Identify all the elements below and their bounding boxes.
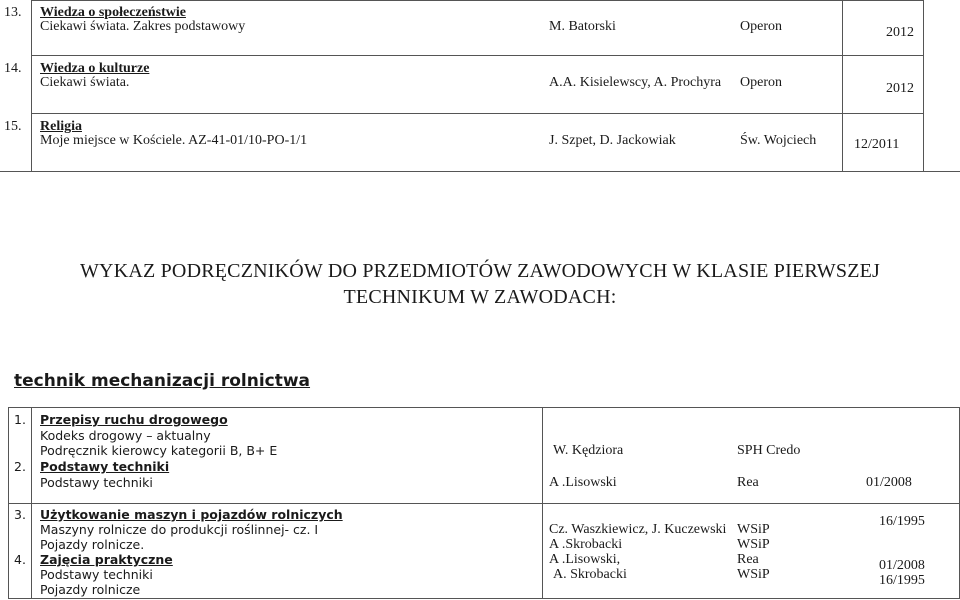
page-heading-line-2: TECHNIKUM W ZAWODACH:: [343, 286, 617, 308]
author: W. Kędziora: [553, 443, 624, 458]
table-border: [923, 0, 924, 171]
row-number: 4.: [14, 552, 26, 567]
book-title: Ciekawi świata.: [40, 75, 130, 90]
year: 2012: [886, 81, 914, 96]
publisher: Operon: [740, 75, 782, 90]
table-border: [842, 0, 843, 171]
table-border: [8, 503, 960, 504]
book-title: Podręcznik kierowcy kategorii B, B+ E: [40, 443, 278, 458]
year: 12/2011: [854, 137, 900, 152]
publisher: SPH Credo: [737, 443, 801, 458]
table-border: [31, 407, 32, 598]
author: A .Skrobacki: [549, 537, 623, 552]
subject-link[interactable]: Wiedza o kulturze: [40, 61, 150, 76]
book-title: Podstawy techniki: [40, 475, 153, 490]
publisher: Św. Wojciech: [740, 133, 817, 148]
book-title: Maszyny rolnicze do produkcji roślinnej- cz. I: [40, 522, 319, 537]
year: 2012: [886, 25, 914, 40]
row-number: 1.: [14, 412, 26, 427]
book-title: Pojazdy rolnicze: [40, 582, 141, 597]
subject-link[interactable]: Użytkowanie maszyn i pojazdów rolniczych: [40, 507, 343, 522]
book-title: Ciekawi świata. Zakres podstawowy: [40, 19, 246, 34]
table-border: [542, 407, 543, 598]
author: M. Batorski: [549, 19, 616, 34]
publisher: WSiP: [737, 522, 770, 537]
publisher: Rea: [737, 552, 759, 567]
subject-link[interactable]: Przepisy ruchu drogowego: [40, 412, 228, 427]
table-border: [8, 407, 960, 408]
book-title: Moje miejsce w Kościele. AZ-41-01/10-PO-1/1: [40, 133, 308, 148]
subject-link[interactable]: Podstawy techniki: [40, 459, 170, 474]
page-heading-line-1: WYKAZ PODRĘCZNIKÓW DO PRZEDMIOTÓW ZAWODOWYCH W KLASIE PIERWSZEJ: [79, 260, 881, 282]
year: 16/1995: [879, 573, 925, 588]
subject-link[interactable]: Zajęcia praktyczne: [40, 552, 173, 567]
book-title: Kodeks drogowy – aktualny: [40, 428, 211, 443]
book-title: Podstawy techniki: [40, 567, 153, 582]
section-title: technik mechanizacji rolnictwa: [14, 371, 311, 391]
subject-link[interactable]: Wiedza o społeczeństwie: [40, 5, 186, 20]
row-number: 13.: [4, 5, 22, 20]
year: 01/2008: [879, 558, 925, 573]
publisher: Rea: [737, 475, 759, 490]
author: A .Lisowski,: [549, 552, 621, 567]
publisher: WSiP: [737, 567, 770, 582]
table-border: [0, 171, 960, 172]
table-border: [31, 0, 32, 171]
author: A. Skrobacki: [553, 567, 627, 582]
table-border: [8, 598, 960, 599]
publisher: Operon: [740, 19, 782, 34]
table-border: [31, 55, 924, 56]
author: A .Lisowski: [549, 475, 617, 490]
author: A.A. Kisielewscy, A. Prochyra: [549, 75, 722, 90]
table-border: [31, 113, 924, 114]
table-border: [31, 0, 924, 1]
row-number: 15.: [4, 119, 22, 134]
book-title: Pojazdy rolnicze.: [40, 537, 145, 552]
row-number: 3.: [14, 507, 26, 522]
publisher: WSiP: [737, 537, 770, 552]
year: 16/1995: [879, 514, 925, 529]
row-number: 14.: [4, 61, 22, 76]
row-number: 2.: [14, 459, 26, 474]
subject-link[interactable]: Religia: [40, 119, 82, 134]
table-border: [8, 407, 9, 598]
author: Cz. Waszkiewicz, J. Kuczewski: [549, 522, 727, 537]
year: 01/2008: [866, 475, 912, 490]
author: J. Szpet, D. Jackowiak: [549, 133, 676, 148]
